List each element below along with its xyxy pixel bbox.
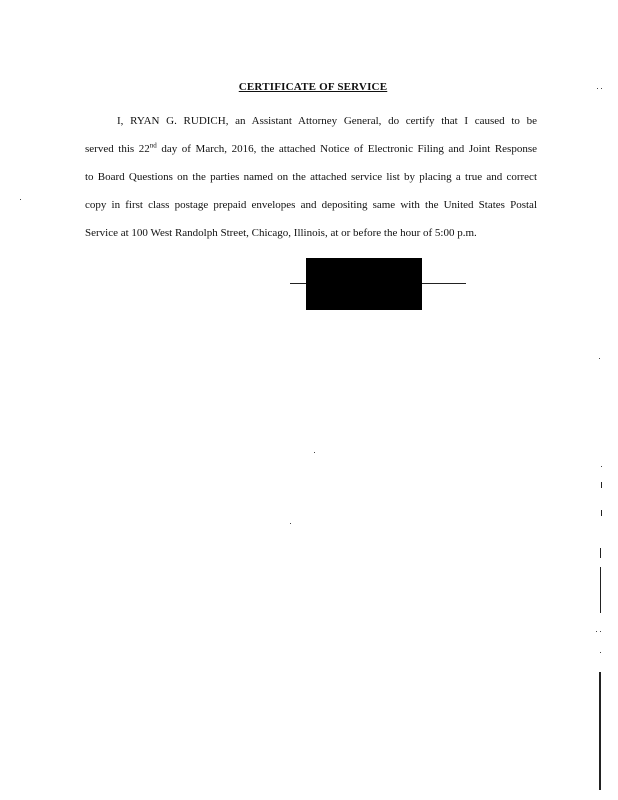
scan-mark	[601, 510, 602, 516]
scan-speck	[599, 358, 600, 359]
scan-speck	[314, 452, 315, 453]
scan-speck	[601, 466, 602, 467]
body-line-5: Service at 100 West Randolph Street, Chicago, Illinois, at or before the hour of 5:00 p.m.	[85, 227, 477, 239]
scan-mark	[600, 567, 601, 613]
scan-mark	[600, 548, 601, 558]
body-line-3: to Board Questions on the parties named on the attached service list by placing a true and correct	[85, 171, 537, 183]
body-line-1: I, RYAN G. RUDICH, an Assistant Attorney General, do certify that I caused to be	[117, 115, 537, 127]
served-date-rest: day of March, 2016, the attached Notice of Electronic Filing and Joint Response	[156, 143, 537, 155]
ordinal-suffix: nd	[149, 141, 157, 150]
scan-speck	[600, 631, 601, 632]
body-line-2	[85, 135, 537, 163]
redacted-signature	[306, 258, 422, 310]
scan-speck	[290, 523, 291, 524]
scan-mark	[599, 672, 601, 790]
scan-speck	[597, 88, 598, 89]
scan-speck	[596, 631, 597, 632]
body-line-4: copy in first class postage prepaid envelopes and depositing same with the United States Postal	[85, 199, 537, 211]
scan-speck	[601, 88, 602, 89]
scan-speck	[20, 199, 21, 200]
certificate-body	[85, 107, 537, 247]
scan-speck	[600, 652, 601, 653]
served-date-text: served this 22	[85, 143, 150, 155]
scan-mark	[601, 482, 602, 488]
page-title: CERTIFICATE OF SERVICE	[238, 81, 388, 93]
